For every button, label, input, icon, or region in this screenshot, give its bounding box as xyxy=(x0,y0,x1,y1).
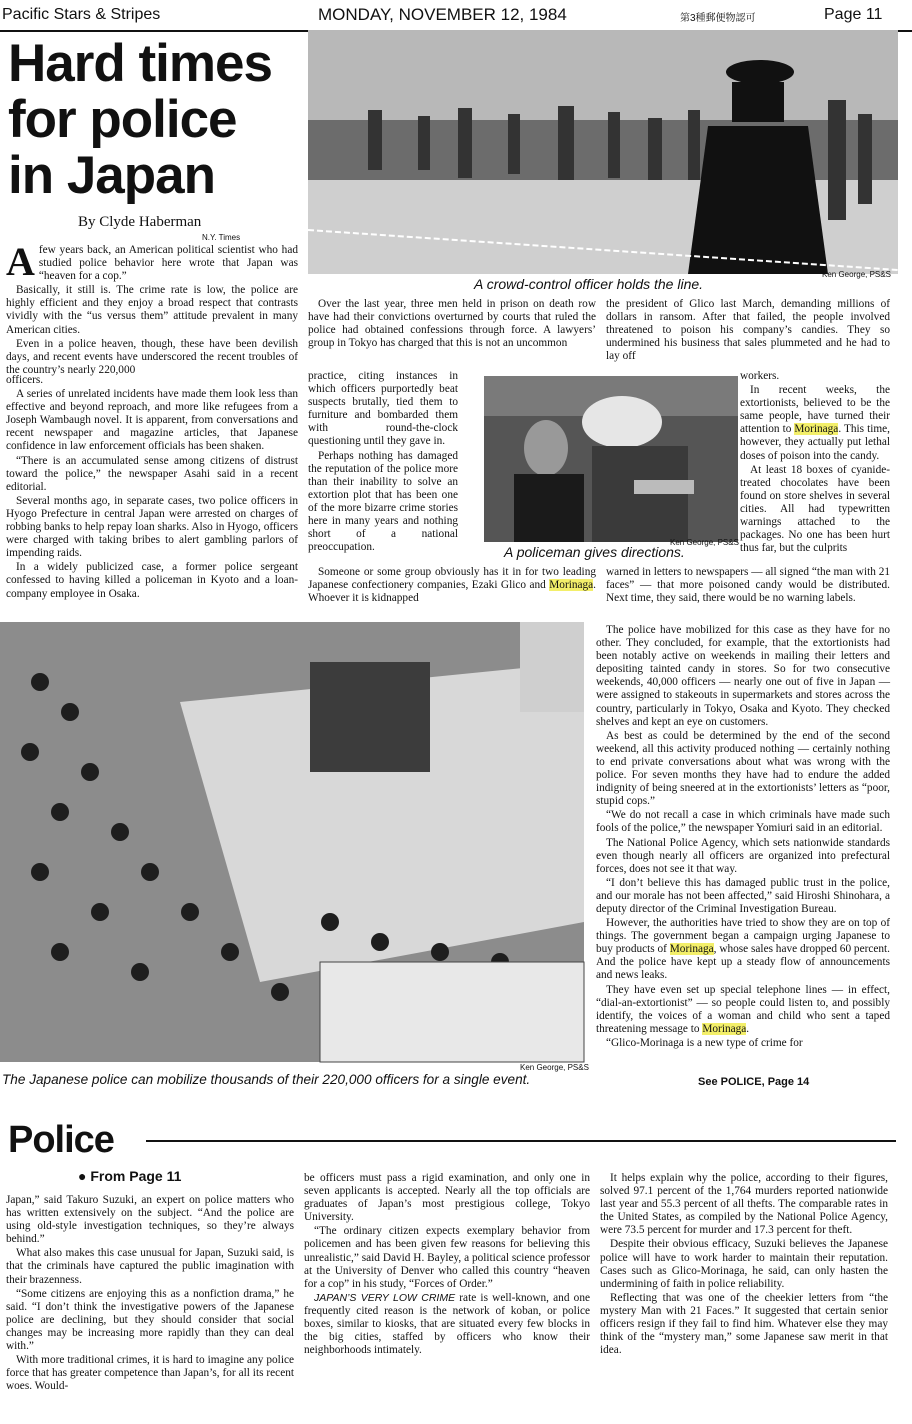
crowd-control-image xyxy=(308,30,898,274)
issue-date: MONDAY, NOVEMBER 12, 1984 xyxy=(318,5,567,24)
crowd-control-caption: A crowd-control officer holds the line. xyxy=(474,276,704,292)
section-lead: JAPAN’S VERY LOW CRIME xyxy=(314,1291,456,1304)
byline-agency: N.Y. Times xyxy=(202,233,241,242)
policeman-image xyxy=(484,376,738,542)
continuation-col-2: be officers must pass a rigid examination, and only one in seven applicants is accepted. Nearly all the top officials are graduates of Japan’s most prestigious college, Tokyo University. “The ordinary citizen expects exemplary behavior from policemen and has been given few reasons for believing this unrealistic,” said David H. Bayley, a political science professor at the University of Denver who called this country “heaven for a cop” in his study, “Forces of Order.” JAPAN’S VERY LOW CRIME rate is well-known, and one frequently cited reason is the network of koban, or police boxes, similar to kiosks, that are situated every few blocks in the big cities, staffed by officers who know their neighborhoods intimately. xyxy=(304,1172,590,1357)
article-col-3-part-1: the president of Glico last March, demanding millions of dollars in ransom. After that failed, the people involved threatened to poison his company’s candies. They so undermined his business that sales plummeted and he had to lay off xyxy=(606,298,890,363)
highlight-morinaga: Morinaga xyxy=(549,579,594,592)
continuation-col-1: Japan,” said Takuro Suzuki, an expert on police matters who has written extensively on the subject. “And the police are using old-style investigation techniques, so they’re always behind.” What also makes this case unusual for Japan, Suzuki said, is that the criminals have captured the public imagination with their brazenness. “Some citizens are enjoying this as a nonfiction drama,” he said. “I don’t think the investigative powers of the Japanese police are declining, but they should consider that social changes may be increasing more rapidly than they can deal with.” With more traditional crimes, it is hard to imagine any police force that has greater competence than Japan’s, for all its recent woes. Would- xyxy=(6,1194,294,1393)
mobilize-caption: The Japanese police can mobilize thousands of their 220,000 officers for a single event. xyxy=(2,1072,531,1087)
policeman-caption: A policeman gives directions. xyxy=(504,544,685,560)
article-col-3-part-2: workers. In recent weeks, the extortionists, believed to be the same people, have turned their attention to Morinaga. This time, however, they actually put lethal doses of poison into the candy. At least 18 boxes of cyanide-treated chocolates have been found on store shelves in several cities. All had typewritten warnings attached to the packages. No one has been hurt thus far, but the culprits xyxy=(740,370,890,555)
policeman-credit: Ken George, PS&S xyxy=(670,538,739,547)
highlight-morinaga: Morinaga xyxy=(669,943,714,956)
article-col-3-part-4: The police have mobilized for this case as they have for no other. They concluded, for example, that the extortionists had been notably active on weekends in mailing their letters and depositing tainted candy in stores. So for two consecutive weekends, 40,000 officers — nearly one out of five in Japan — were assigned to stakeouts in supermarkets and stores across the country, particularly in Tokyo, Osaka and Kyoto. They checked shelves and kept an eye on customers. As best as could be determined by the end of the second weekend, all this activity produced nothing — certainly nothing to end private conversations about what was wrong with the police. For seven months they have had to endure the added indignity of being sneered at in the extortionists’ letters as “poor, stupid cops.” “We do not recall a case in which criminals have made such fools of the police,” the newspaper Yomiuri said in an editorial. The National Police Agency, which sets nationwide standards even though nearly all officers are organized into prefectural forces, does not see it that way. “I don’t believe this has damaged public trust in the police, and our morale has not been affected,” said Hiroshi Shinohara, a deputy director of the Criminal Investigation Bureau. However, the authorities have tried to show they are on top of things. The government began a campaign urging Japanese to buy products of Morinaga, whose sales have dropped 60 percent. And the police have kept up a steady flow of announcements and news leaks. They have even set up special telephone lines — in effect, “dial-an-extortionist” — so people could listen to, and possibly identify, the voices of a woman and child who sent a taped threatening message to Morinaga. “Glico-Morinaga is a new type of crime for xyxy=(596,624,890,1049)
masthead xyxy=(0,0,912,32)
mobilize-credit: Ken George, PS&S xyxy=(520,1063,589,1072)
bullet-icon: ● xyxy=(78,1168,87,1184)
continuation-headline: Police xyxy=(8,1119,114,1161)
headline-line-2: for police xyxy=(8,90,237,149)
article-col-3-part-3: warned in letters to newspapers — all signed “the man with 21 faces” — that more poisoned candy would be distributed. Next time, they said, there would be no warning labels. xyxy=(606,566,890,605)
headline-line-1: Hard times xyxy=(8,34,272,93)
continuation-col-3: It helps explain why the police, according to their figures, solved 97.1 percent of the 1,764 murders reported nationwide last year and 55.3 percent of all thefts. The comparable rates in the United States, as compiled by the National Police Agency, were 73.5 percent for murder and 17.3 percent for theft. Despite their obvious efficacy, Suzuki believes the Japanese police will have to work harder to maintain their reputation. Cases such as Glico-Morinaga, he said, can only hasten the undermining of faith in police reliability. Reflecting that was one of the cheekier letters from “the mystery Man with 21 Faces.” It suggested that certain senior officers resign if they fail to find him. Whatever else they may think of the “mystery man,” some Japanese saw merit in that idea. xyxy=(600,1172,888,1357)
mobilize-image xyxy=(0,622,584,1062)
headline-line-3: in Japan xyxy=(8,146,216,205)
article-col-1-part-1: Afew years back, an American political scientist who had studied police behavior here wrote that Japan was “heaven for a cop.” Basically, it still is. The crime rate is low, the police are highly efficient and they enjoy a broad respect that contrasts vividly with the “us versus them” attitude prevalent in many American cities. Even in a police heaven, though, these have been devilish days, and recent events have underscored the recent troubles of the country’s nearly 220,000 xyxy=(6,239,298,376)
article-col-2-part-3: Someone or some group obviously has it in for two leading Japanese confectionery companies, Ezaki Glico and Morinaga. Whoever it is kidnapped xyxy=(308,566,596,605)
jump-line: See POLICE, Page 14 xyxy=(698,1076,810,1088)
highlight-morinaga: Morinaga xyxy=(794,423,839,436)
headline xyxy=(8,36,308,204)
article-col-2-part-1: Over the last year, three men held in prison on death row have had their convictions overturned by courts that ruled the police had obtained confessions through force. A lawyers’ group in Tokyo has charged that this is not an uncommon xyxy=(308,298,596,350)
byline: By Clyde Haberman xyxy=(78,214,202,230)
article-col-2-part-2: practice, citing instances in which officers purportedly beat suspects brutally, tied them to furniture and bombarded them with round-the-clock questioning until they gave in. Perhaps nothing has damaged the reputation of the police more than their inability to solve an extortion plot that has been one of the more bizarre crime stories here in many years and nothing short of a national preoccupation. xyxy=(308,370,458,554)
policeman-photo xyxy=(484,376,738,542)
drop-cap: A xyxy=(6,239,35,284)
mobilize-photo xyxy=(0,622,584,1062)
postal-permit: 第3種郵便物認可 xyxy=(680,13,756,24)
from-page-label: ● From Page 11 xyxy=(78,1168,182,1184)
page-number: Page 11 xyxy=(824,6,883,23)
highlight-morinaga: Morinaga xyxy=(702,1022,747,1035)
crowd-control-credit: Ken George, PS&S xyxy=(822,270,891,279)
paper-name: Pacific Stars & Stripes xyxy=(2,6,161,23)
crowd-control-photo xyxy=(308,30,898,274)
section-divider xyxy=(146,1140,896,1142)
article-col-1-part-2: officers. A series of unrelated incidents have made them look less than effective and beyond reproach, and more like refugees from a Joseph Wambaugh novel. It is apparent, from conversations and recent newspaper and magazine articles, that Japanese confidence in law enforcement officials has been shaken. “There is an accumulated sense among citizens of distrust toward the police,” the newspaper Asahi said in a recent editorial. Several months ago, in separate cases, two police officers in Hyogo Prefecture in central Japan were arrested on charges of robbing banks to help repay loan sharks. Also in Hyogo, officers were charged with taking bribes to alert gambling parlors of impending raids. In a widely publicized case, a former police sergeant confessed to having killed a policeman in Kyoto and a loan-company employee in Osaka. xyxy=(6,374,298,600)
